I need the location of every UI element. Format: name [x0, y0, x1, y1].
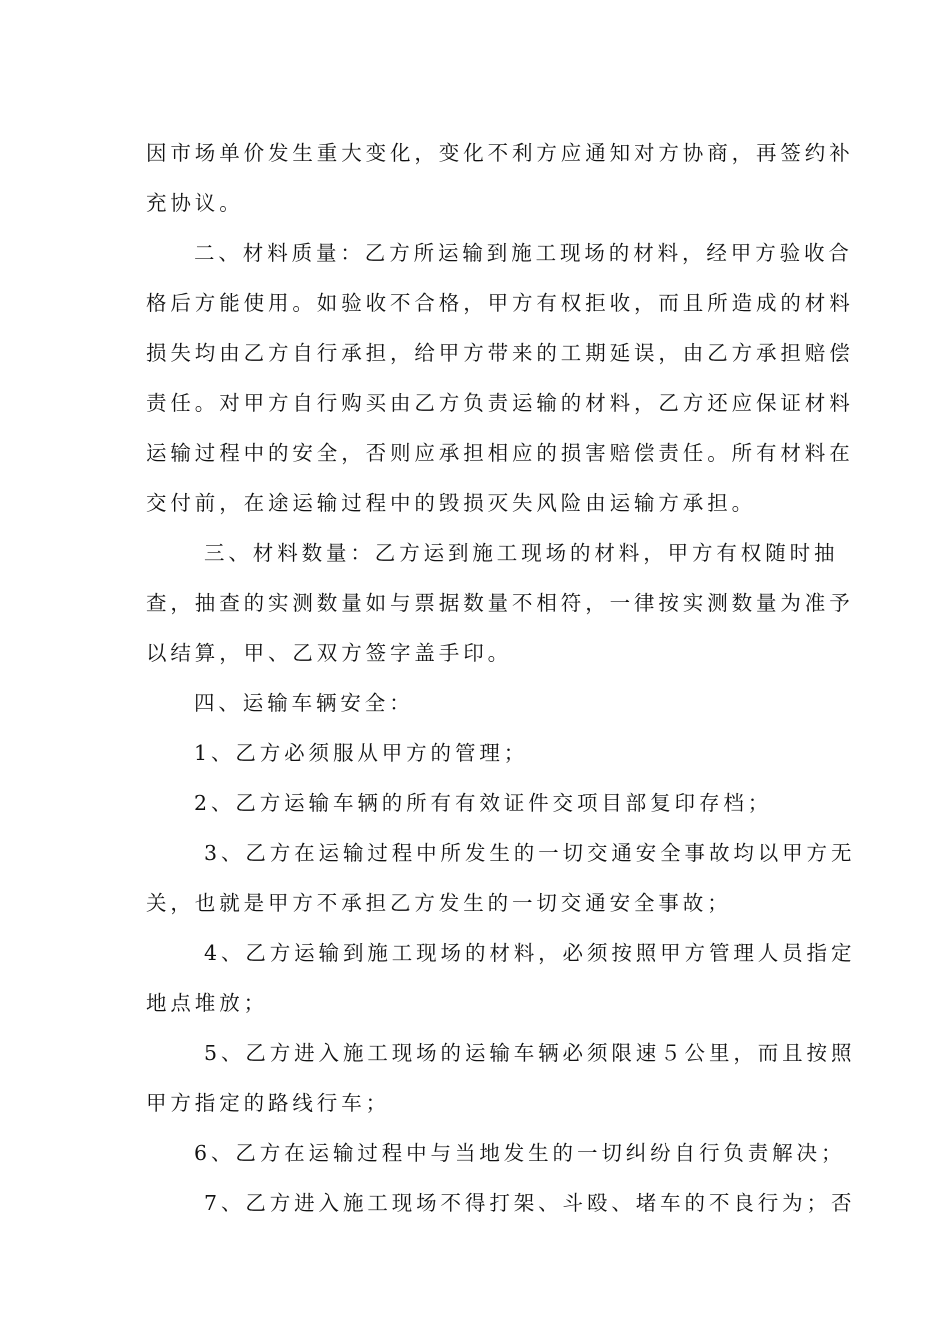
body-line: 格后方能使用。如验收不合格，甲方有权拒收，而且所造成的材料 [146, 291, 854, 315]
list-item-1: 1、乙方必须服从甲方的管理； [194, 741, 529, 765]
body-line: 查，抽查的实测数量如与票据数量不相符，一律按实测数量为准予 [146, 591, 854, 615]
list-item-3: 3、乙方在运输过程中所发生的一切交通安全事故均以甲方无 [204, 841, 856, 865]
list-item-4-continued: 地点堆放； [146, 991, 268, 1015]
list-item-4: 4、乙方运输到施工现场的材料，必须按照甲方管理人员指定 [204, 941, 856, 965]
section-3-heading-line: 三、材料数量：乙方运到施工现场的材料，甲方有权随时抽 [204, 541, 839, 565]
section-2-heading-line: 二、材料质量：乙方所运输到施工现场的材料，经甲方验收合 [194, 241, 853, 265]
body-line: 交付前，在途运输过程中的毁损灭失风险由运输方承担。 [146, 491, 756, 515]
body-line: 运输过程中的安全，否则应承担相应的损害赔偿责任。所有材料在 [146, 441, 854, 465]
list-item-5-continued: 甲方指定的路线行车； [146, 1091, 390, 1115]
list-item-2: 2、乙方运输车辆的所有有效证件交项目部复印存档； [194, 791, 773, 815]
list-item-7: 7、乙方进入施工现场不得打架、斗殴、堵车的不良行为；否 [204, 1191, 856, 1215]
body-line: 责任。对甲方自行购买由乙方负责运输的材料，乙方还应保证材料 [146, 391, 854, 415]
body-line: 以结算，甲、乙双方签字盖手印。 [146, 641, 512, 665]
list-item-3-continued: 关，也就是甲方不承担乙方发生的一切交通安全事故； [146, 891, 732, 915]
body-line: 充协议。 [146, 191, 244, 215]
body-line: 损失均由乙方自行承担，给甲方带来的工期延误，由乙方承担赔偿 [146, 341, 854, 365]
section-4-heading: 四、运输车辆安全： [194, 691, 414, 715]
list-item-5: 5、乙方进入施工现场的运输车辆必须限速５公里，而且按照 [204, 1041, 856, 1065]
list-item-6: 6、乙方在运输过程中与当地发生的一切纠纷自行负责解决； [194, 1141, 846, 1165]
body-line: 因市场单价发生重大变化，变化不利方应通知对方协商，再签约补 [146, 141, 854, 165]
